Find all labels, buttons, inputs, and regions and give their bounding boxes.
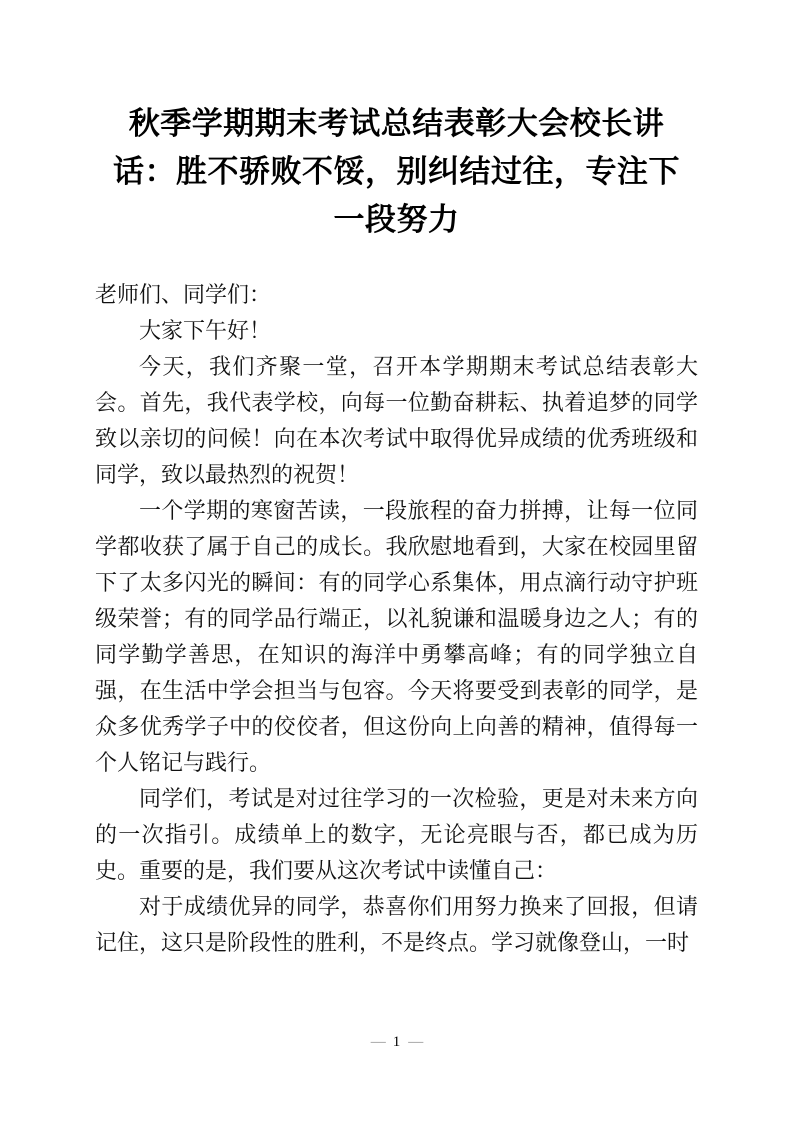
title-line-3: 一段努力 xyxy=(333,202,460,237)
paragraph-salutation: 老师们、同学们： xyxy=(95,282,272,307)
footer-dash-right: — xyxy=(408,1034,423,1050)
document-title xyxy=(95,100,698,244)
paragraph-greeting: 大家下午好！ xyxy=(139,318,272,343)
page-footer xyxy=(0,1032,793,1052)
title-line-1: 秋季学期期末考试总结表彰大会校长讲 xyxy=(128,106,665,141)
paragraph-semester-growth: 一个学期的寒窗苦读，一段旅程的奋力拼搏，让每一位同学都收获了属于自己的成长。我欣慰地看到，大家在校园里留下了太多闪光的瞬间：有的同学心系集体，用点滴行动守护班级荣誉；有的同学品行端正，以礼貌谦和温暖身边之人；有的同学勤学善思，在知识的海洋中勇攀高峰；有的同学独立自强，在生活中学会担当与包容。今天将要受到表彰的同学，是众多优秀学子中的佼佼者，但这份向上向善的精神，值得每一个人铭记与践行。 xyxy=(95,498,698,775)
paragraph-opening-congratulations: 今天，我们齐聚一堂，召开本学期期末考试总结表彰大会。首先，我代表学校，向每一位勤奋耕耘、执着追梦的同学致以亲切的问候！向在本次考试中取得优异成绩的优秀班级和同学，致以最热烈的祝贺！ xyxy=(95,354,698,487)
paragraph-advice-top-students: 对于成绩优异的同学，恭喜你们用努力换来了回报，但请记住，这只是阶段性的胜利，不是终点。学习就像登山，一时 xyxy=(95,894,698,955)
paragraph-exam-meaning: 同学们，考试是对过往学习的一次检验，更是对未来方向的一次指引。成绩单上的数字，无论亮眼与否，都已成为历史。重要的是，我们要从这次考试中读懂自己： xyxy=(95,786,698,883)
document-body xyxy=(95,277,698,961)
page-number: 1 xyxy=(392,1034,401,1050)
title-line-2: 话：胜不骄败不馁，别纠结过往，专注下 xyxy=(113,154,680,189)
footer-dash-left: — xyxy=(370,1034,385,1050)
